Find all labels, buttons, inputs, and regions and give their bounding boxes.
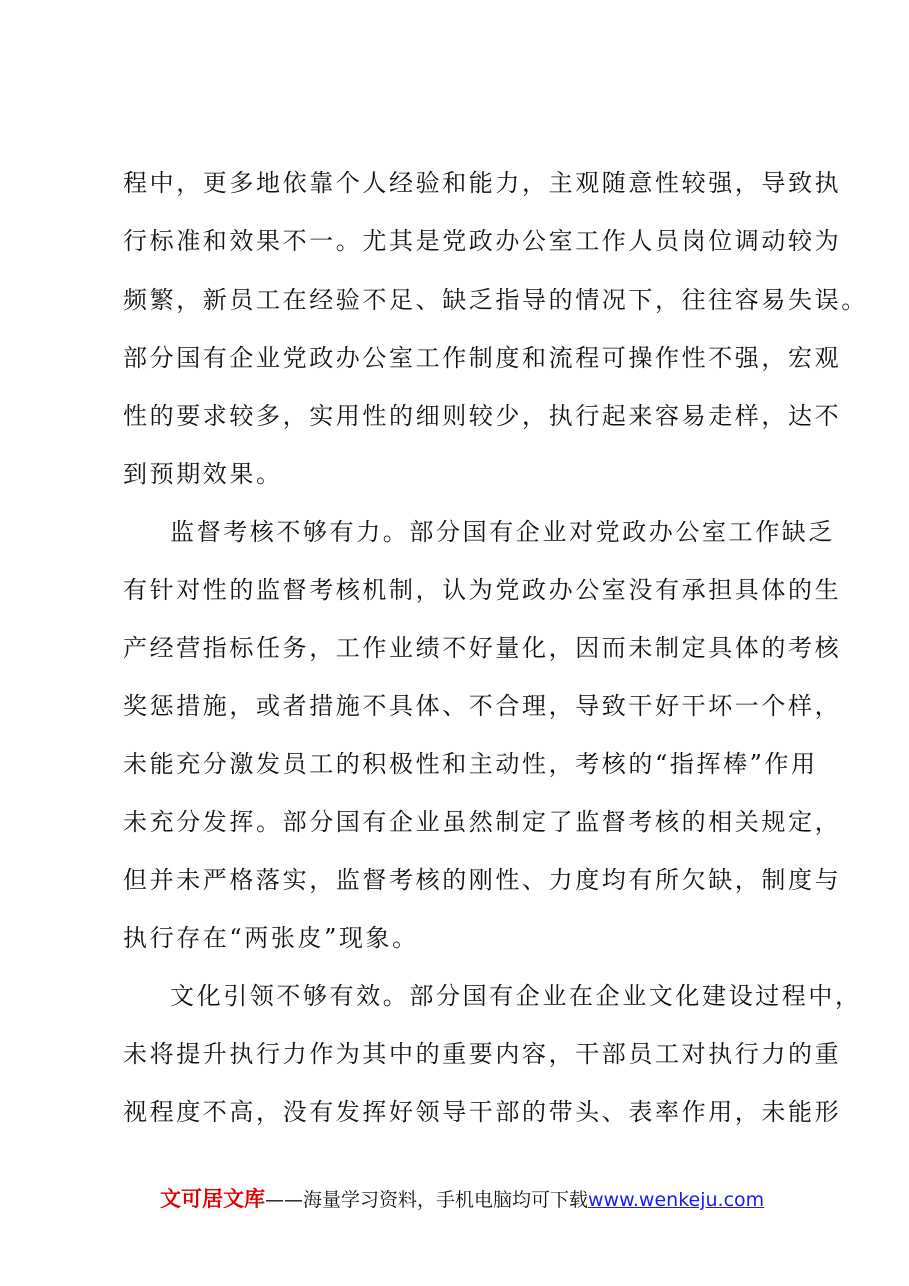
body-line: 产经营指标任务，工作业绩不好量化，因而未制定具体的考核 [123, 634, 842, 662]
body-line: 性的要求较多，实用性的细则较少，执行起来容易走样，达不 [123, 402, 842, 430]
footer-dash: —— [265, 1189, 303, 1211]
footer-brand: 文可居文库 [160, 1187, 265, 1211]
body-line: 未将提升执行力作为其中的重要内容，干部员工对执行力的重 [123, 1040, 842, 1068]
body-line: 行标准和效果不一。尤其是党政办公室工作人员岗位调动较为 [123, 227, 842, 255]
body-line: 执行存在“两张皮”现象。 [123, 924, 419, 952]
body-line: 程中，更多地依靠个人经验和能力，主观随意性较强，导致执 [123, 169, 842, 197]
body-line: 部分国有企业党政办公室工作制度和流程可操作性不强，宏观 [123, 344, 842, 372]
body-line: 有针对性的监督考核机制，认为党政办公室没有承担具体的生 [123, 576, 842, 604]
footer-banner [160, 1183, 764, 1213]
paragraph-heading-line: 文化引领不够有效。部分国有企业在企业文化建设过程中， [170, 982, 862, 1010]
body-line: 到预期效果。 [123, 460, 283, 488]
body-line: 未能充分激发员工的积极性和主动性，考核的“指挥棒”作用 [123, 750, 818, 778]
footer-slogan: 海量学习资料，手机电脑均可下载 [303, 1189, 589, 1211]
body-line: 未充分发挥。部分国有企业虽然制定了监督考核的相关规定， [123, 808, 842, 836]
body-line: 奖惩措施，或者措施不具体、不合理，导致干好干坏一个样， [123, 692, 842, 720]
body-line: 但并未严格落实，监督考核的刚性、力度均有所欠缺，制度与 [123, 866, 842, 894]
body-line: 视程度不高，没有发挥好领导干部的带头、表率作用，未能形 [123, 1098, 842, 1126]
paragraph-heading-line: 监督考核不够有力。部分国有企业对党政办公室工作缺乏 [170, 518, 835, 546]
body-line: 频繁，新员工在经验不足、缺乏指导的情况下，往往容易失误。 [123, 286, 868, 314]
footer-url-link[interactable]: www.wenkeju.com [588, 1189, 765, 1211]
